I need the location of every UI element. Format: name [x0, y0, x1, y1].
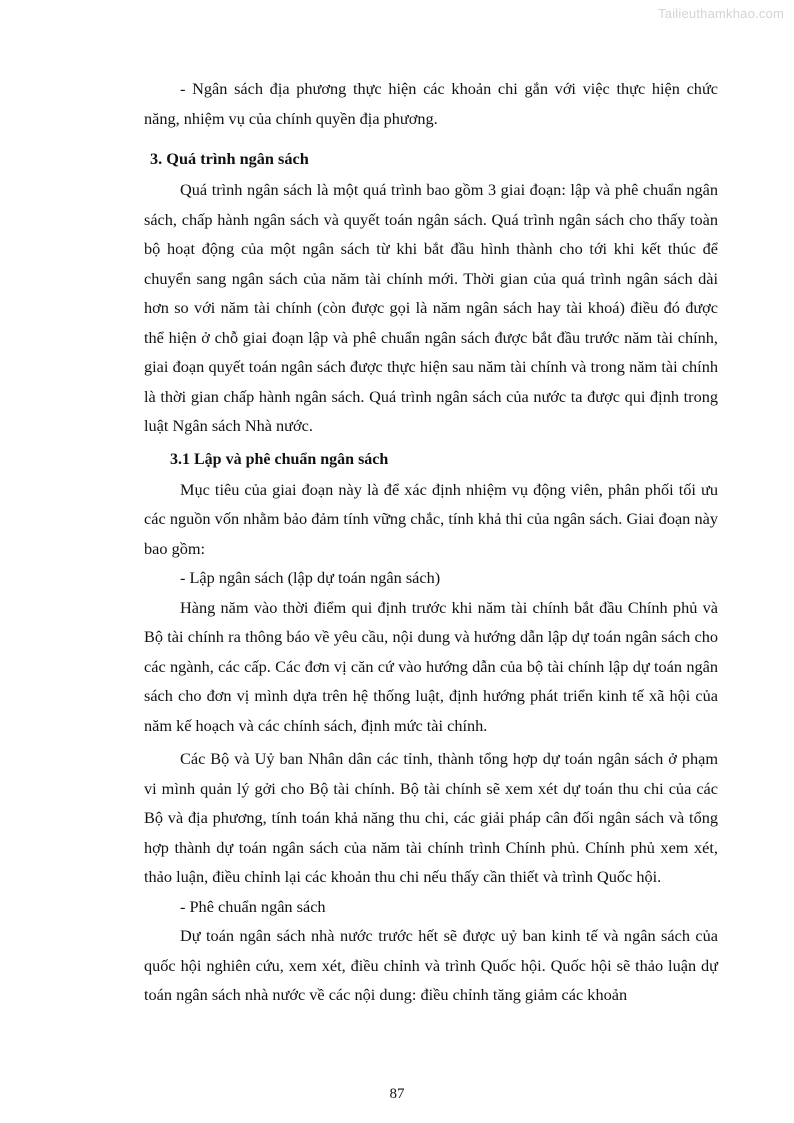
paragraph-budget-preparation-label: - Lập ngân sách (lập dự toán ngân sách) — [180, 568, 441, 587]
watermark: Tailieuthamkhao.com — [658, 6, 784, 21]
section-heading-3: 3. Quá trình ngân sách — [150, 149, 309, 168]
paragraph-local-budget: - Ngân sách địa phương thực hiện các khoản chi gắn với việc thực hiện chức năng, nhiệm vụ của chính quyền địa phương. — [144, 79, 718, 128]
paragraph-budget-process: Quá trình ngân sách là một quá trình bao gồm 3 giai đoạn: lập và phê chuẩn ngân sách, chấp hành ngân sách và quyết toán ngân sách. Quá trình ngân sách cho thấy toàn bộ hoạt động của một ngân sách từ khi bắt đầu hình thành cho tới khi kết thúc để chuyển sang ngân sách của năm tài chính mới. Thời gian của quá trình ngân sách dài hơn so với năm tài chính (còn được gọi là năm ngân sách hay tài khoá) điều đó được thể hiện ở chỗ giai đoạn lập và phê chuẩn ngân sách được bắt đầu trước năm tài chính, giai đoạn quyết toán ngân sách được thực hiện sau năm tài chính và trong năm tài chính là thời gian chấp hành ngân sách. Quá trình ngân sách của nước ta được qui định trong luật Ngân sách Nhà nước. — [144, 180, 718, 435]
page-content — [144, 74, 718, 1010]
paragraph-budget-preparation: Hàng năm vào thời điểm qui định trước khi năm tài chính bắt đầu Chính phủ và Bộ tài chính ra thông báo về yêu cầu, nội dung và hướng dẫn lập dự toán ngân sách cho các ngành, các cấp. Các đơn vị căn cứ vào hướng dẫn của bộ tài chính lập dự toán ngân sách cho đơn vị mình dựa trên hệ thống luật, định hướng phát triển kinh tế xã hội của năm kế hoạch và các chính sách, định mức tài chính. — [144, 597, 718, 735]
page-number: 87 — [389, 1086, 405, 1102]
paragraph-ministries: Các Bộ và Uỷ ban Nhân dân các tỉnh, thành tổng hợp dự toán ngân sách ở phạm vi mình quản lý gởi cho Bộ tài chính. Bộ tài chính sẽ xem xét dự toán thu chi của các Bộ và địa phương, tính toán khả năng thu chi, các giải pháp cân đối ngân sách và tổng hợp thành dự toán ngân sách của năm tài chính trình Chính phủ. Chính phủ xem xét, thảo luận, điều chỉnh lại các khoản thu chi nếu thấy cần thiết và trình Quốc hội. — [144, 749, 718, 886]
paragraph-approval: Dự toán ngân sách nhà nước trước hết sẽ được uỷ ban kinh tế và ngân sách của quốc hội nghiên cứu, xem xét, điều chỉnh và trình Quốc hội. Quốc hội sẽ thảo luận dự toán ngân sách nhà nước về các nội dung: điều chỉnh tăng giảm các khoản — [144, 926, 718, 1004]
paragraph-objective: Mục tiêu của giai đoạn này là để xác định nhiệm vụ động viên, phân phối tối ưu các nguồn vốn nhằm bảo đảm tính vững chắc, tính khả thi của ngân sách. Giai đoạn này bao gồm: — [144, 479, 718, 558]
section-heading-3-1: 3.1 Lập và phê chuẩn ngân sách — [170, 450, 389, 468]
paragraph-approval-label: - Phê chuẩn ngân sách — [180, 896, 326, 916]
